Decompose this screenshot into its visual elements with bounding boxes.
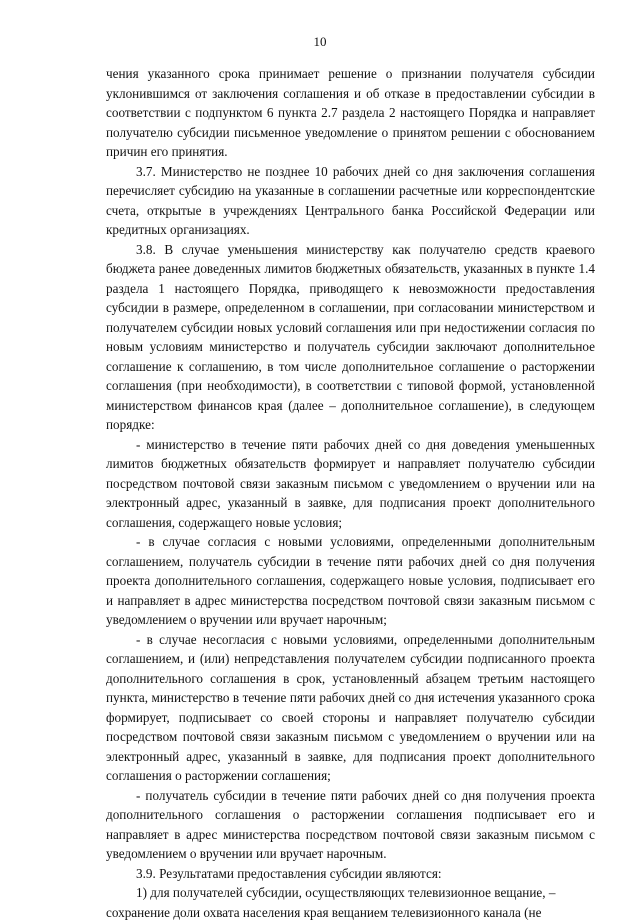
paragraph-3-9-item-1: 1) для получателей субсидии, осуществляющих телевизионное вещание, – xyxy=(106,883,595,903)
paragraph-continuation: чения указанного срока принимает решение о признании получателя субсидии уклонившимся от заключения соглашения и об отказе в предоставлении субсидии в соответствии с подпунктом 6 пункта 2.7 раздела 2 настоящего Порядка и направляет получателю субсидии письменное уведомление о принятом решении с обоснованием причин его принятия. xyxy=(106,64,595,162)
paragraph-3-7: 3.7. Министерство не позднее 10 рабочих дней со дня заключения соглашения перечисляет субсидию на указанные в соглашении расчетные или корреспондентские счета, открытые в учреждениях Центрального банка Российской Федерации или кредитных организациях. xyxy=(106,162,595,240)
paragraph-3-9-item-1-continuation: сохранение доли охвата населения края вещанием телевизионного канала (не xyxy=(106,903,595,922)
list-item-agreement: - в случае согласия с новыми условиями, определенными дополнительным соглашением, получатель субсидии в течение пяти рабочих дней со дня получения проекта дополнительного соглашения, содержащего новые условия, подписывает его и направляет в адрес министерства посредством почтовой связи заказным письмом с уведомлением о вручении или вручает нарочным; xyxy=(106,532,595,630)
paragraph-3-8: 3.8. В случае уменьшения министерству как получателю средств краевого бюджета ранее доведенных лимитов бюджетных обязательств, указанных в пункте 1.4 раздела 1 настоящего Порядка, приводящего к невозможности предоставления субсидии в размере, определенном в соглашении, при согласовании министерством и получателем субсидии новых условий соглашения или при недостижении согласия по новым условиям министерство и получатель субсидии заключают дополнительное соглашение к соглашению, в том числе дополнительное соглашение о расторжении соглашения (при необходимости), в соответствии с типовой формой, установленной министерством финансов края (далее – дополнительное соглашение), в следующем порядке: xyxy=(106,240,595,435)
page-number: 10 xyxy=(0,34,640,50)
paragraph-3-9: 3.9. Результатами предоставления субсидии являются: xyxy=(106,864,595,884)
document-body xyxy=(106,64,595,922)
list-item-termination: - получатель субсидии в течение пяти рабочих дней со дня получения проекта дополнительного соглашения о расторжении соглашения подписывает его и направляет в адрес министерства посредством почтовой связи заказным письмом с уведомлением о вручении или вручает нарочным. xyxy=(106,786,595,864)
list-item-disagreement: - в случае несогласия с новыми условиями, определенными дополнительным соглашением, и (или) непредставления получателем субсидии подписанного проекта дополнительного соглашения в срок, установленный абзацем третьим настоящего пункта, министерство в течение пяти рабочих дней со дня истечения указанного срока формирует, подписывает со своей стороны и направляет получателю субсидии посредством почтовой связи заказным письмом с уведомлением о вручении или на электронный адрес, указанный в заявке, для подписания проект дополнительного соглашения о расторжении соглашения; xyxy=(106,630,595,786)
list-item-ministry-forms: - министерство в течение пяти рабочих дней со дня доведения уменьшенных лимитов бюджетных обязательств формирует и направляет получателю субсидии посредством почтовой связи заказным письмом с уведомлением о вручении или на электронный адрес, указанный в заявке, для подписания проект дополнительного соглашения, содержащего новые условия; xyxy=(106,435,595,533)
